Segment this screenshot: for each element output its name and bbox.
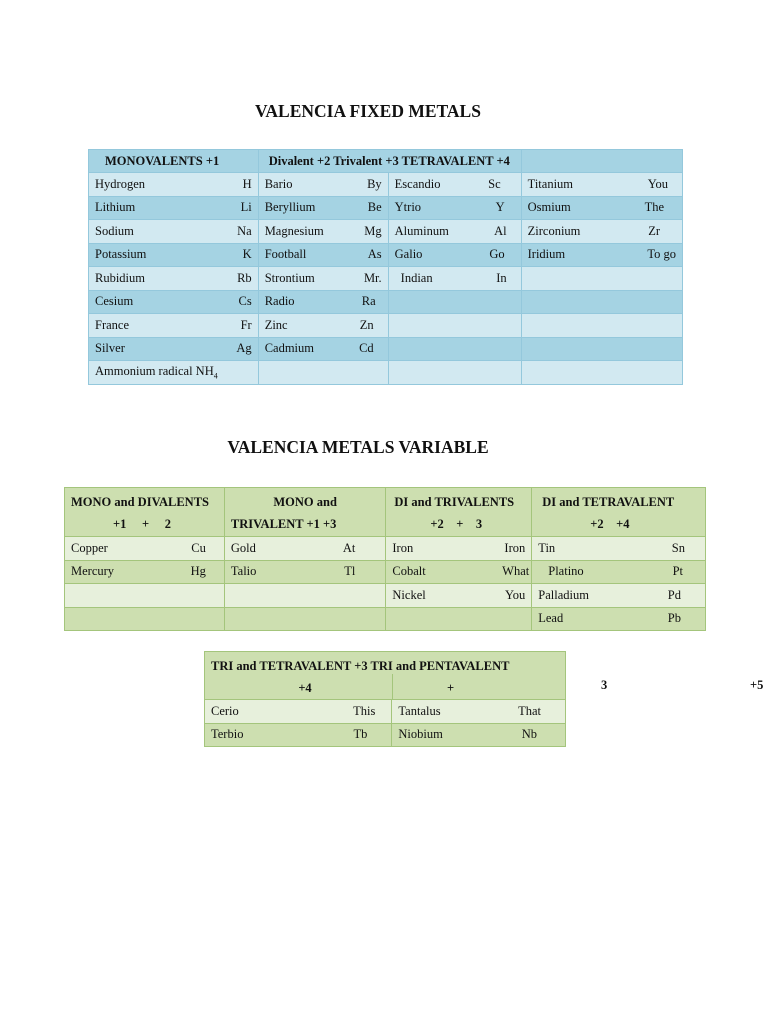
element-symbol: Ra bbox=[361, 294, 376, 309]
element-symbol: Pd bbox=[667, 587, 681, 602]
element-name: Beryllium bbox=[264, 200, 316, 215]
empty-cell bbox=[388, 314, 521, 338]
element-symbol: Zr bbox=[648, 223, 660, 238]
fixed-metals-table bbox=[88, 149, 683, 385]
table-row bbox=[89, 267, 683, 291]
element-name: Potassium bbox=[95, 247, 147, 262]
header-mono-divalents bbox=[65, 488, 225, 537]
empty-cell bbox=[224, 607, 386, 631]
empty-cell bbox=[65, 607, 225, 631]
element-symbol: Sc bbox=[488, 176, 501, 191]
element-symbol: As bbox=[367, 247, 382, 262]
element-name: Radio bbox=[264, 294, 295, 309]
empty-cell bbox=[521, 361, 682, 385]
element-name: Galio bbox=[394, 247, 423, 262]
table-row bbox=[89, 196, 683, 220]
empty-cell bbox=[521, 314, 682, 338]
tri-valent-table bbox=[204, 651, 566, 747]
element-symbol: You bbox=[504, 587, 526, 602]
element-symbol: To go bbox=[647, 247, 676, 262]
ammonium-subscript: 4 bbox=[213, 371, 218, 381]
header-divalent-trivalent-tetravalent: Divalent +2 Trivalent +3 TETRAVALENT +4 bbox=[258, 150, 521, 173]
element-symbol: In bbox=[496, 270, 507, 285]
element-name: Mercury bbox=[71, 564, 115, 579]
element-symbol: K bbox=[242, 247, 252, 262]
element-name: Tantalus bbox=[398, 703, 441, 718]
element-name: Bario bbox=[264, 176, 293, 191]
header-line: TRIVALENT +1 +3 bbox=[230, 517, 337, 531]
header-line-2 bbox=[211, 677, 559, 699]
header-di-tetravalent bbox=[532, 488, 706, 537]
header-line: +2 +4 bbox=[590, 517, 630, 531]
empty-cell bbox=[388, 361, 521, 385]
element-symbol: Rb bbox=[237, 270, 252, 285]
element-name: Titanium bbox=[527, 176, 574, 191]
element-symbol: Cd bbox=[359, 341, 374, 356]
element-symbol: Mg bbox=[364, 223, 382, 238]
empty-cell bbox=[521, 267, 682, 291]
stray-number-plus5: +5 bbox=[750, 678, 764, 692]
table-header-row bbox=[65, 488, 706, 537]
element-symbol: At bbox=[342, 540, 356, 555]
element-name: Silver bbox=[95, 341, 125, 356]
table-row bbox=[89, 243, 683, 267]
element-symbol: Cs bbox=[238, 294, 252, 309]
header-line: TRI and TETRAVALENT +3 TRI and PENTAVALENT bbox=[211, 659, 510, 673]
element-name: Cadmium bbox=[264, 341, 314, 356]
element-name: Osmium bbox=[527, 200, 571, 215]
element-name: Nickel bbox=[392, 587, 426, 602]
element-symbol: Cu bbox=[191, 540, 206, 555]
element-name: Platino bbox=[548, 564, 584, 579]
element-symbol: Al bbox=[494, 223, 507, 238]
element-name: Hydrogen bbox=[95, 176, 145, 191]
element-symbol: Y bbox=[495, 200, 505, 215]
element-name: Palladium bbox=[538, 587, 589, 602]
table-row bbox=[65, 607, 706, 631]
header-right-text: + bbox=[447, 681, 455, 695]
element-name: Football bbox=[264, 247, 307, 262]
header-divider bbox=[392, 674, 393, 700]
element-symbol: Go bbox=[489, 247, 505, 262]
element-symbol: Li bbox=[240, 200, 252, 215]
element-name: Aluminum bbox=[394, 223, 449, 238]
element-name: France bbox=[95, 317, 130, 332]
empty-cell bbox=[521, 290, 682, 314]
table-row bbox=[89, 290, 683, 314]
empty-cell bbox=[521, 337, 682, 361]
element-name: Cesium bbox=[95, 294, 134, 309]
header-line: DI and TETRAVALENT bbox=[542, 495, 675, 509]
table-row bbox=[89, 337, 683, 361]
table-row bbox=[65, 560, 706, 584]
header-monovalents: MONOVALENTS +1 bbox=[89, 150, 259, 173]
element-symbol: This bbox=[353, 703, 376, 718]
element-name: Zirconium bbox=[527, 223, 581, 238]
element-name: Lead bbox=[538, 611, 564, 626]
element-name: Copper bbox=[71, 540, 108, 555]
element-symbol: Nb bbox=[521, 727, 537, 742]
element-symbol: The bbox=[644, 200, 664, 215]
empty-cell bbox=[224, 584, 386, 608]
element-symbol: Iron bbox=[504, 540, 526, 555]
element-symbol: Pt bbox=[672, 564, 683, 579]
element-name: Rubidium bbox=[95, 270, 146, 285]
header-line: MONO and DIVALENTS bbox=[71, 495, 210, 509]
header-line: +1 + 2 bbox=[113, 517, 171, 531]
element-symbol: Sn bbox=[671, 540, 685, 555]
element-name: Cobalt bbox=[392, 564, 426, 579]
element-symbol: Fr bbox=[240, 317, 252, 332]
element-symbol: Ag bbox=[236, 341, 252, 356]
ammonium-radical: Ammonium radical NH bbox=[95, 364, 214, 378]
table-row bbox=[89, 361, 683, 385]
table-row bbox=[89, 220, 683, 244]
element-symbol: Hg bbox=[190, 564, 206, 579]
element-name: Tin bbox=[538, 540, 556, 555]
element-symbol: Pb bbox=[667, 611, 681, 626]
element-name: Indian bbox=[400, 270, 433, 285]
table-header-row bbox=[205, 652, 566, 700]
element-name: Cerio bbox=[211, 703, 239, 718]
empty-cell bbox=[388, 290, 521, 314]
header-mono-trivalent bbox=[224, 488, 386, 537]
header-tri-tetra-penta bbox=[205, 652, 566, 700]
variable-metals-title: VALENCIA METALS VARIABLE bbox=[227, 437, 489, 457]
variable-metals-table bbox=[64, 487, 706, 631]
element-name: Gold bbox=[230, 540, 256, 555]
element-name: Iridium bbox=[527, 247, 566, 262]
element-symbol: That bbox=[518, 703, 541, 718]
element-name: Iron bbox=[392, 540, 414, 555]
element-name: Niobium bbox=[398, 727, 443, 742]
element-name: Ytrio bbox=[394, 200, 422, 215]
empty-cell bbox=[65, 584, 225, 608]
table-row bbox=[205, 700, 566, 724]
element-name: Talio bbox=[230, 564, 257, 579]
element-name: Strontium bbox=[264, 270, 315, 285]
table-row bbox=[65, 584, 706, 608]
table-header-row bbox=[89, 150, 683, 173]
element-symbol: Mr. bbox=[363, 270, 382, 285]
element-name: Lithium bbox=[95, 200, 136, 215]
header-line: MONO and bbox=[273, 495, 337, 509]
table-row bbox=[205, 723, 566, 747]
element-symbol: By bbox=[367, 176, 382, 191]
element-symbol: Zn bbox=[359, 317, 374, 332]
header-empty bbox=[521, 150, 682, 173]
element-symbol: Na bbox=[237, 223, 252, 238]
empty-cell bbox=[388, 337, 521, 361]
element-symbol: H bbox=[242, 176, 252, 191]
header-line: +2 + 3 bbox=[430, 517, 483, 531]
element-name: Sodium bbox=[95, 223, 134, 238]
table-row bbox=[89, 173, 683, 197]
element-symbol: Tb bbox=[353, 727, 368, 742]
header-left-text: +4 bbox=[298, 681, 312, 695]
stray-number-3: 3 bbox=[601, 678, 608, 692]
element-symbol: Tl bbox=[344, 564, 356, 579]
table-row bbox=[89, 314, 683, 338]
table-row bbox=[65, 537, 706, 561]
element-symbol: What bbox=[502, 564, 530, 579]
element-name: Escandio bbox=[394, 176, 441, 191]
empty-cell bbox=[258, 361, 388, 385]
header-line: DI and TRIVALENTS bbox=[394, 495, 515, 509]
element-symbol: You bbox=[647, 176, 668, 191]
element-name: Zinc bbox=[264, 317, 288, 332]
element-name: Magnesium bbox=[264, 223, 324, 238]
element-name: Terbio bbox=[211, 727, 244, 742]
element-symbol: Be bbox=[367, 200, 382, 215]
empty-cell bbox=[386, 607, 532, 631]
fixed-metals-title: VALENCIA FIXED METALS bbox=[255, 101, 481, 121]
header-di-trivalents bbox=[386, 488, 532, 537]
